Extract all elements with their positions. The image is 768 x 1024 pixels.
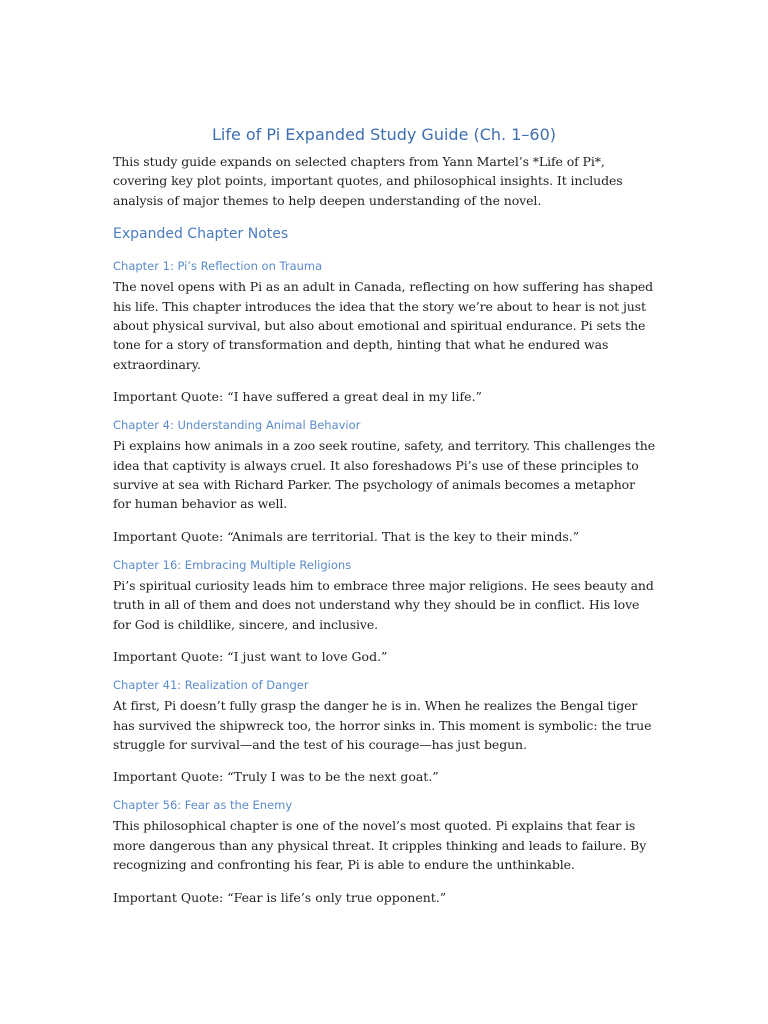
chapter-heading: Chapter 4: Understanding Animal Behavior	[113, 418, 361, 433]
chapter-body: Pi explains how animals in a zoo seek routine, safety, and territory. This challenges the idea that captivity is always cruel. It also foreshadows Pi’s use of these principles to survive at sea with Richard Parker. The psychology of animals becomes a metaphor for human behavior as well.	[113, 438, 656, 512]
chapter-body: This philosophical chapter is one of the novel’s most quoted. Pi explains that fear is more dangerous than any physical threat. It cripples thinking and leads to failure. By recognizing and confronting his fear, Pi is able to endure the unthinkable.	[113, 818, 647, 873]
chapter-quote: Important Quote: “I just want to love God.”	[113, 649, 388, 665]
chapter-quote: Important Quote: “I have suffered a great deal in my life.”	[113, 389, 482, 405]
chapter-block-1	[113, 258, 655, 406]
chapter-block-4	[113, 417, 655, 546]
document-page	[113, 124, 655, 918]
chapter-body: Pi’s spiritual curiosity leads him to embrace three major religions. He sees beauty and truth in all of them and does not understand why they should be in conflict. His love for God is childlike, sincere, and inclusive.	[113, 577, 654, 632]
chapter-block-16	[113, 557, 655, 666]
chapter-quote: Important Quote: “Fear is life’s only true opponent.”	[113, 889, 447, 905]
chapter-body: The novel opens with Pi as an adult in Canada, reflecting on how suffering has shaped his life. This chapter introduces the idea that the story we’re about to hear is not just about physical survival, but also about emotional and spiritual endurance. Pi sets the tone for a story of transformation and depth, hinting that what he endured was extraordinary.	[113, 279, 654, 372]
chapter-heading: Chapter 1: Pi’s Reflection on Trauma	[113, 259, 323, 274]
chapter-block-41	[113, 677, 655, 786]
chapter-heading: Chapter 41: Realization of Danger	[113, 678, 309, 693]
chapter-body: At first, Pi doesn’t fully grasp the danger he is in. When he realizes the Bengal tiger has survived the shipwreck too, the horror sinks in. This moment is symbolic: the true struggle for survival—and the test of his courage—has just begun.	[113, 698, 652, 752]
section-heading: Expanded Chapter Notes	[113, 226, 289, 243]
intro-paragraph: This study guide expands on selected chapters from Yann Martel’s *Life of Pi*, covering key plot points, important quotes, and philosophical insights. It includes analysis of major themes to help deepen understanding of the novel.	[113, 154, 623, 208]
document-title: Life of Pi Expanded Study Guide (Ch. 1–60)	[211, 125, 557, 144]
chapter-heading: Chapter 16: Embracing Multiple Religions	[113, 557, 352, 572]
chapter-block-56	[113, 797, 655, 906]
chapter-heading: Chapter 56: Fear as the Enemy	[113, 798, 293, 813]
chapter-quote: Important Quote: “Animals are territorial. That is the key to their minds.”	[113, 528, 580, 544]
chapter-quote: Important Quote: “Truly I was to be the next goat.”	[113, 769, 439, 785]
